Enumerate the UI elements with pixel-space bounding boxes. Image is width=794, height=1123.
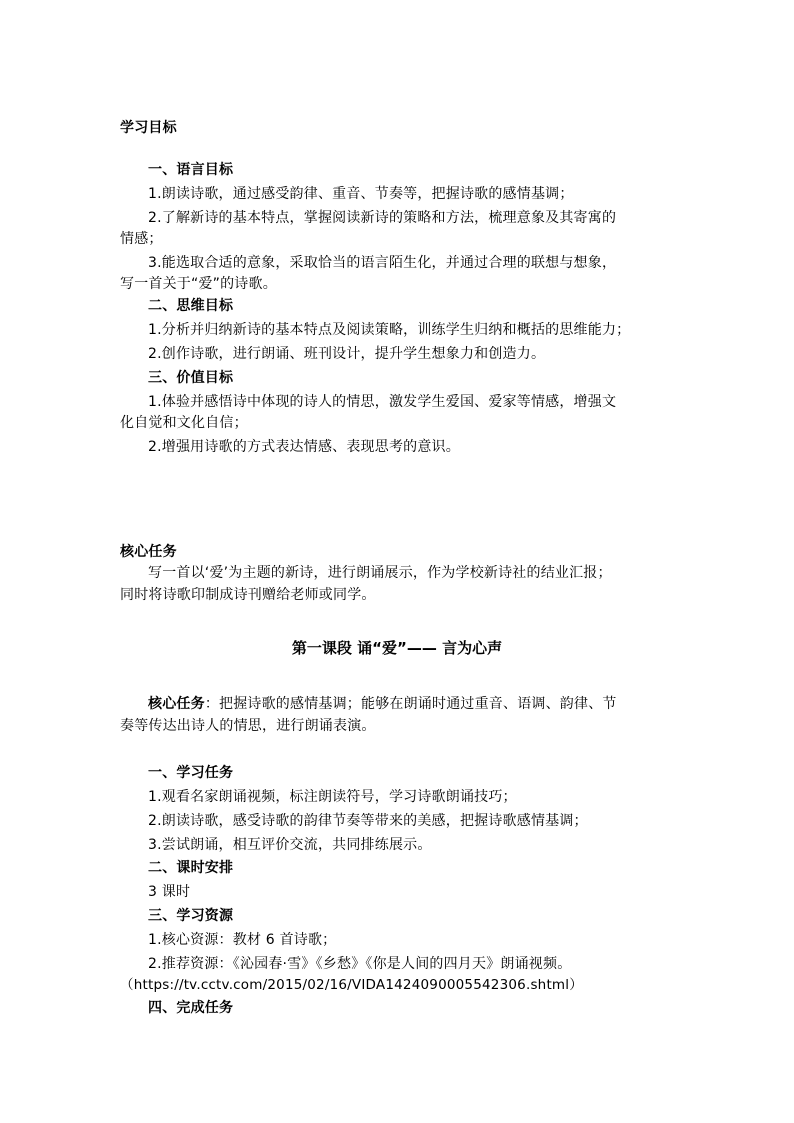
value-goal-item: 1.体验并感悟诗中体现的诗人的情思，激发学生爱国、爱家等情感，增强文: [148, 394, 617, 410]
learning-task-item: 3.尝试朗诵，相互评价交流，共同排练展示。: [148, 837, 432, 853]
core-task-text-continued: 同时将诗歌印制成诗刊赠给老师或同学。: [120, 587, 376, 603]
resource-url: （https://tv.cctv.com/2015/02/16/VIDA1424090005542306.shtml）: [120, 977, 583, 993]
language-goal-item-continued: 情感；: [120, 231, 163, 247]
core-task-text: 写一首以‘爱’为主题的新诗，进行朗诵展示，作为学校新诗社的结业汇报；: [148, 565, 612, 581]
lesson-core-task-label: 核心任务: [148, 696, 205, 712]
lesson-core-task-continued: 奏等传达出诗人的情思，进行朗诵表演。: [120, 718, 376, 734]
value-goals-heading: 三、价值目标: [148, 370, 234, 386]
thinking-goals-heading: 二、思维目标: [148, 298, 234, 314]
language-goals-heading: 一、语言目标: [148, 162, 234, 178]
resources-heading: 三、学习资源: [148, 908, 234, 924]
core-task-heading: 核心任务: [120, 544, 177, 560]
language-goal-item: 3.能选取合适的意象，采取恰当的语言陌生化，并通过合理的联想与想象，: [148, 255, 617, 271]
thinking-goal-item: 1.分析并归纳新诗的基本特点及阅读策略，训练学生归纳和概括的思维能力；: [148, 322, 631, 338]
language-goal-item: 2.了解新诗的基本特点，掌握阅读新诗的策略和方法，梳理意象及其寄寓的: [148, 210, 617, 226]
learning-task-item: 2.朗读诗歌，感受诗歌的韵律节奏等带来的美感，把握诗歌感情基调；: [148, 813, 588, 829]
resource-item: 2.推荐资源：《沁园春·雪》《乡愁》《你是人间的四月天》朗诵视频。: [148, 956, 572, 972]
complete-task-heading: 四、完成任务: [148, 1000, 234, 1016]
value-goal-item: 2.增强用诗歌的方式表达情感、表现思考的意识。: [148, 439, 460, 455]
resource-item: 1.核心资源：教材 6 首诗歌；: [148, 932, 337, 948]
learning-tasks-heading: 一、学习任务: [148, 765, 234, 781]
lesson-core-task-text: ：把握诗歌的感情基调；能够在朗诵时通过重音、语调、韵律、节: [204, 696, 617, 712]
learning-task-item: 1.观看名家朗诵视频，标注朗读符号，学习诗歌朗诵技巧；: [148, 789, 517, 805]
value-goal-item-continued: 化自觉和文化自信；: [120, 415, 248, 431]
thinking-goal-item: 2.创作诗歌，进行朗诵、班刊设计，提升学生想象力和创造力。: [148, 346, 546, 362]
language-goal-item-continued: 写一首关于“爱”的诗歌。: [120, 276, 277, 292]
learning-goals-heading: 学习目标: [120, 120, 177, 136]
lesson-title: 第一课段 诵“爱”—— 言为心声: [291, 639, 503, 657]
schedule-value: 3 课时: [148, 884, 191, 900]
language-goal-item: 1.朗读诗歌，通过感受韵律、重音、节奏等，把握诗歌的感情基调；: [148, 186, 574, 202]
schedule-heading: 二、课时安排: [148, 860, 234, 876]
lesson-core-task: [148, 695, 617, 713]
